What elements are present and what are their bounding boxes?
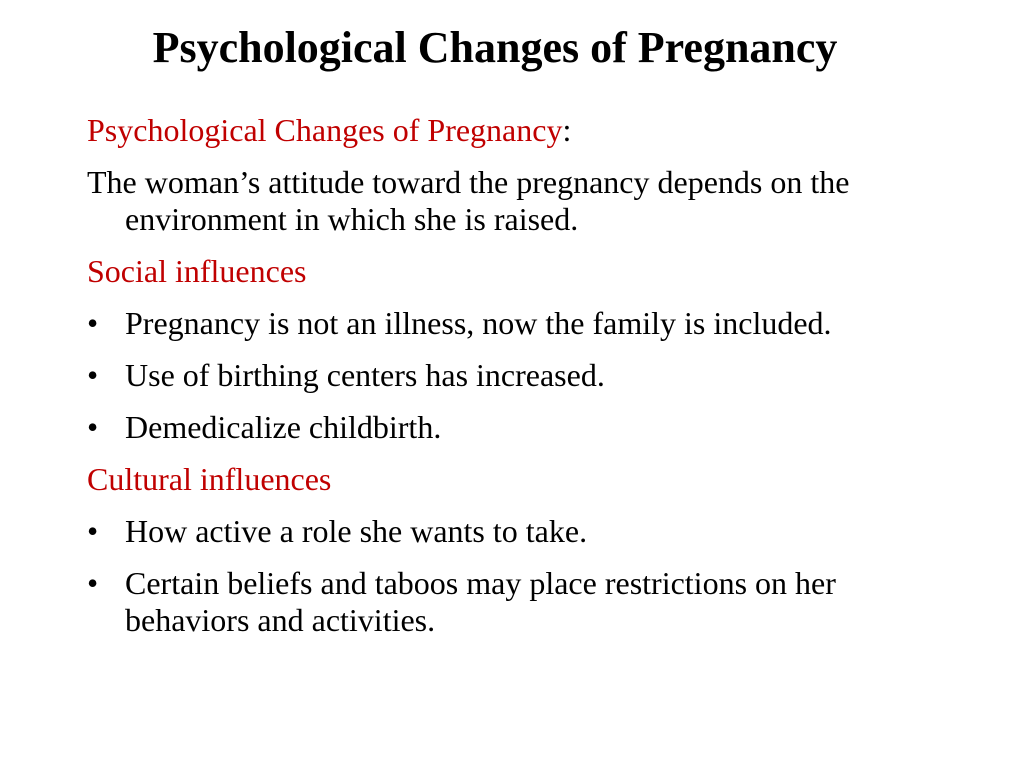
slide-title: Psychological Changes of Pregnancy — [152, 23, 838, 72]
bullet-text: Demedicalize childbirth. — [125, 409, 442, 445]
bullet-icon: • — [87, 409, 99, 445]
bullet-icon: • — [87, 305, 99, 341]
section-heading-social: Social influences — [87, 253, 307, 289]
section-heading-cultural: Cultural influences — [87, 461, 332, 497]
bullet-text: How active a role she wants to take. — [125, 513, 588, 549]
subheading-colon: : — [562, 112, 572, 148]
subheading — [87, 112, 967, 149]
bullet-item — [87, 565, 967, 639]
slide-body — [87, 112, 967, 654]
subheading-text: Psychological Changes of Pregnancy — [87, 112, 563, 148]
bullet-text: Use of birthing centers has increased. — [125, 357, 605, 393]
bullet-icon: • — [87, 513, 99, 549]
bullet-text: Certain beliefs and taboos may place restrictions on her behaviors and activities. — [125, 565, 836, 638]
bullet-item — [87, 357, 967, 394]
bullet-text: Pregnancy is not an illness, now the family is included. — [125, 305, 832, 341]
intro-paragraph: The woman’s attitude toward the pregnancy depends on the environment in which she is raised. — [87, 164, 850, 237]
bullet-item — [87, 513, 967, 550]
bullet-item — [87, 409, 967, 446]
bullet-icon: • — [87, 357, 99, 393]
bullet-item — [87, 305, 967, 342]
bullet-icon: • — [87, 565, 99, 601]
